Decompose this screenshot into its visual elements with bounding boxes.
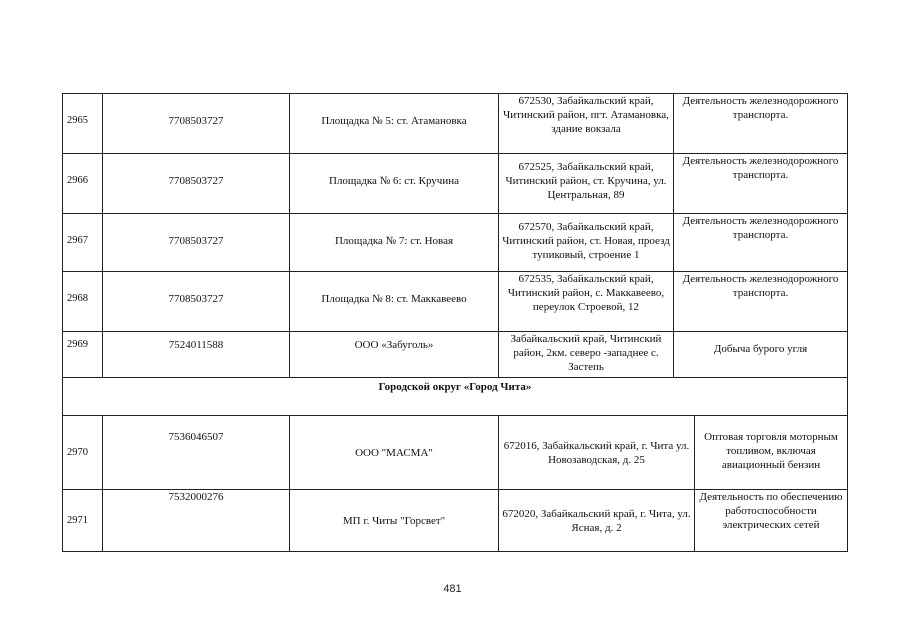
activity-cell: Деятельность железнодорожного транспорта. <box>674 214 848 272</box>
row-number: 2971 <box>63 490 103 552</box>
table-row <box>63 94 848 154</box>
inn-cell: 7708503727 <box>103 94 290 154</box>
activity-cell: Деятельность железнодорожного транспорта. <box>674 272 848 332</box>
table-row <box>63 490 848 552</box>
address-cell: 672016, Забайкальский край, г. Чита ул. Новозаводская, д. 25 <box>499 416 695 490</box>
inn-cell: 7536046507 <box>103 416 290 490</box>
object-name-cell: Площадка № 6: ст. Кручина <box>290 154 499 214</box>
address-cell: 672570, Забайкальский край, Читинский район, ст. Новая, проезд тупиковый, строение 1 <box>499 214 674 272</box>
object-name-cell: МП г. Читы "Горсвет" <box>290 490 499 552</box>
address-cell: 672525, Забайкальский край, Читинский район, ст. Кручина, ул. Центральная, 89 <box>499 154 674 214</box>
table-row <box>63 154 848 214</box>
activity-cell: Добыча бурого угля <box>674 332 848 378</box>
activity-cell: Деятельность железнодорожного транспорта. <box>674 154 848 214</box>
address-cell: 672020, Забайкальский край, г. Чита, ул. Ясная, д. 2 <box>499 490 695 552</box>
table-row <box>63 272 848 332</box>
activity-cell: Деятельность по обеспечению работоспособности электрических сетей <box>695 490 848 552</box>
object-name-cell: Площадка № 8: ст. Маккавеево <box>290 272 499 332</box>
row-number: 2966 <box>63 154 103 214</box>
address-cell: Забайкальский край, Читинский район, 2км. северо -западнее с. Застепь <box>499 332 674 378</box>
activity-cell: Оптовая торговля моторным топливом, включая авиационный бензин <box>695 416 848 490</box>
inn-cell: 7708503727 <box>103 272 290 332</box>
section-row <box>63 378 848 416</box>
object-name-cell: ООО «Забуголь» <box>290 332 499 378</box>
row-number: 2965 <box>63 94 103 154</box>
page-number: 481 <box>443 583 462 595</box>
inn-cell: 7708503727 <box>103 214 290 272</box>
activity-cell: Деятельность железнодорожного транспорта. <box>674 94 848 154</box>
object-name-cell: Площадка № 5: ст. Атамановка <box>290 94 499 154</box>
object-name-cell: Площадка № 7: ст. Новая <box>290 214 499 272</box>
table-row <box>63 214 848 272</box>
address-cell: 672535, Забайкальский край, Читинский район, с. Маккавеево, переулок Строевой, 12 <box>499 272 674 332</box>
section-title: Городской округ «Город Чита» <box>63 378 848 416</box>
row-number: 2968 <box>63 272 103 332</box>
inn-cell: 7708503727 <box>103 154 290 214</box>
inn-cell: 7524011588 <box>103 332 290 378</box>
row-number: 2967 <box>63 214 103 272</box>
address-cell: 672530, Забайкальский край, Читинский район, пгт. Атамановка, здание вокзала <box>499 94 674 154</box>
registry-table <box>62 93 848 552</box>
row-number: 2969 <box>63 332 103 378</box>
row-number: 2970 <box>63 416 103 490</box>
object-name-cell: ООО "МАСМА" <box>290 416 499 490</box>
table-row <box>63 332 848 378</box>
table-row <box>63 416 848 490</box>
inn-cell: 7532000276 <box>103 490 290 552</box>
